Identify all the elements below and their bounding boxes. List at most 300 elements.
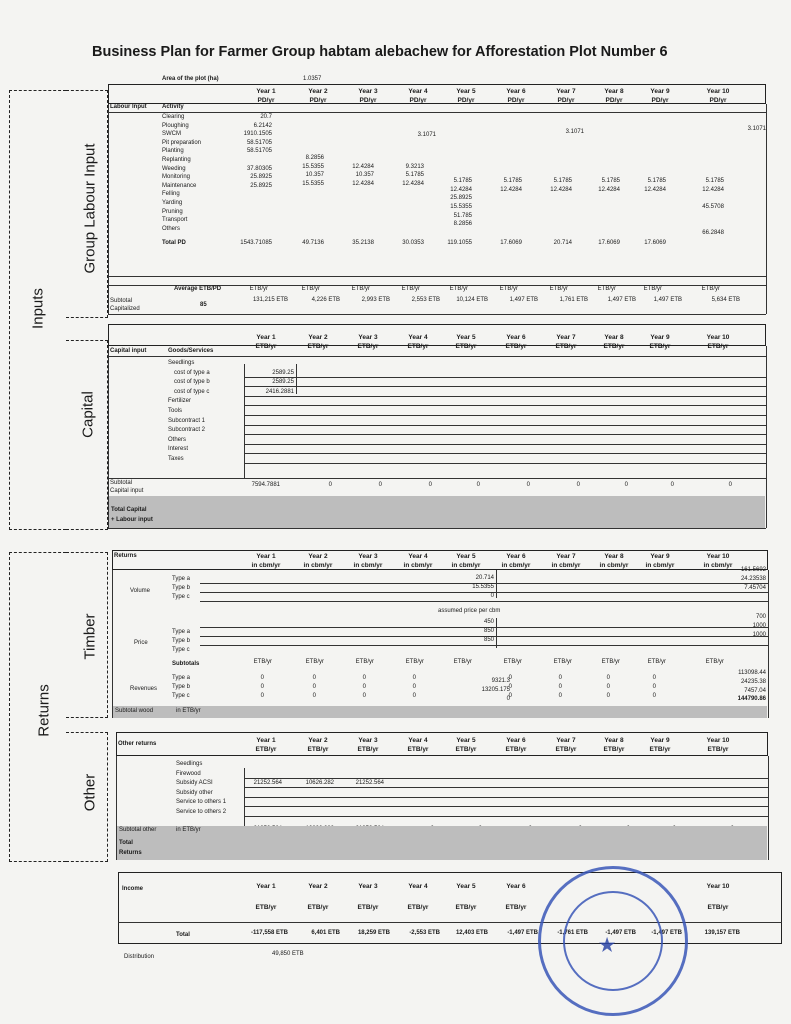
income-year-header: Year 2 [308, 883, 328, 890]
capital-row-rule [244, 425, 766, 426]
total-capital-label2: + Labour input [111, 517, 153, 523]
timber-unit-header: in cbm/yr [645, 562, 675, 569]
area-label: Area of the plot (ha) [162, 76, 219, 82]
labour-unit-header: PD/yr [557, 97, 575, 104]
other-label: Other [81, 773, 99, 812]
labour-subtotal-cell: 2,553 ETB [411, 297, 440, 303]
other-year-header: Year 2 [308, 737, 328, 744]
capital-subtotal-cell: 0 [328, 482, 332, 488]
capital-bracket [66, 340, 108, 530]
labour-unit-header: PD/yr [507, 97, 525, 104]
subsidy-cell: 21252.564 [253, 780, 282, 786]
price-type-label: Type c [172, 647, 190, 653]
activity-label: Replanting [162, 157, 191, 163]
timber-grid-rule [496, 618, 497, 648]
other-year-header: Year 6 [506, 737, 526, 744]
capital-unit-header: ETB/yr [649, 343, 671, 350]
capital-input-header: Capital input [110, 348, 147, 354]
capital-subtotal-cell: 0 [526, 482, 530, 488]
capital-subtotal-cell: 0 [378, 482, 382, 488]
page-title: Business Plan for Farmer Group habtam alebachew for Afforestation Plot Number 6 [92, 44, 668, 60]
distribution-label: Distribution [124, 954, 155, 960]
other-row-rule [244, 787, 768, 788]
activity-label: Pit preparation [162, 139, 202, 146]
activity-label: Felling [162, 191, 180, 198]
other-year-header: Year 10 [706, 737, 730, 744]
labour-input-header: Labour Input [110, 104, 147, 110]
revenue-zero-cell: 0 [606, 684, 610, 690]
income-total-cell: -1,761 ETB [557, 930, 588, 936]
labour-cell: 17.6069 [598, 240, 620, 247]
labour-cell: 5.1785 [553, 178, 572, 185]
activity-label: Maintenance [162, 182, 197, 189]
labour-cell: 12.4284 [402, 180, 424, 187]
activity-label: Ploughing [162, 122, 189, 129]
capital-grid-rule [296, 364, 297, 394]
revenue-zero-cell: 0 [558, 675, 562, 681]
labour-unit-header: PD/yr [359, 97, 377, 104]
capital-subtotal-cell: 0 [670, 482, 674, 488]
income-total-cell: 139,157 ETB [704, 930, 740, 936]
income-label: Income [122, 886, 144, 892]
labour-subtotal-cell: 4,226 ETB [311, 297, 340, 303]
timber-right-rule [768, 570, 769, 718]
labour-subtotal-cell: 131,215 ETB [252, 297, 288, 303]
revenue-zero-cell: 0 [558, 684, 562, 690]
timber-row-rule [200, 601, 768, 602]
timber-year-header: Year 8 [604, 553, 624, 560]
labour-etb-unit: ETB/yr [549, 286, 568, 292]
subtotal-other-unit: in ETB/yr [176, 827, 201, 833]
income-year-header: Year 6 [506, 883, 526, 890]
price-year5-cell: 450 [483, 619, 494, 625]
income-total-label: Total [176, 932, 190, 938]
capital-unit-header: ETB/yr [603, 343, 625, 350]
capital-item-label: cost of type c [174, 388, 210, 395]
seedling-cost-cell: 2416.2881 [265, 388, 294, 395]
subsidy-cell: 21252.564 [355, 780, 384, 786]
other-year-header: Year 4 [408, 737, 428, 744]
total-capital-label: Total Capital [111, 507, 147, 513]
labour-etb-unit: ETB/yr [499, 286, 518, 292]
labour-cell: 51.785 [453, 212, 472, 219]
other-year-header: Year 8 [604, 737, 624, 744]
labour-capitalized-label: Capitalized [110, 306, 140, 312]
income-unit-header: ETB/yr [707, 904, 729, 911]
labour-year-header: Year 9 [650, 88, 670, 95]
labour-cell: 20.714 [553, 240, 572, 247]
labour-cell: 15.5355 [450, 204, 472, 210]
labour-left-rule [108, 104, 109, 314]
capital-header-rule [108, 356, 766, 357]
labour-subtotal-cell: 1,497 ETB [607, 297, 636, 303]
labour-unit-header: PD/yr [651, 97, 669, 104]
other-item-label: Subsidy ACSI [176, 780, 213, 787]
other-right-rule [768, 756, 769, 860]
capital-unit-header: ETB/yr [707, 343, 729, 350]
other-unit-header: ETB/yr [307, 746, 329, 753]
revenue-type-label: Type a [172, 675, 191, 681]
income-unit-header: ETB/yr [255, 904, 277, 911]
labour-bottom-rule [108, 314, 766, 315]
labour-unit-header: PD/yr [457, 97, 475, 104]
timber-label: Timber [81, 613, 99, 660]
avg-value: 85 [200, 302, 207, 308]
timber-subtotal-band [113, 706, 767, 718]
other-year-header: Year 3 [358, 737, 378, 744]
revenue-zero-cell: 0 [362, 684, 366, 690]
capital-row-rule [244, 396, 766, 397]
seal-star-icon: ★ [599, 935, 616, 955]
other-item-label: Service to others 2 [176, 809, 227, 815]
labour-etb-unit: ETB/yr [597, 286, 616, 292]
revenues-label: Revenues [130, 686, 158, 692]
labour-unit-header: PD/yr [605, 97, 623, 104]
capital-subtotal-cell: 0 [576, 482, 580, 488]
activity-label: Total PD [162, 240, 186, 247]
other-row-rule [244, 797, 768, 798]
revenue-zero-cell: 0 [412, 675, 416, 681]
labour-cell: 5.1785 [405, 172, 424, 179]
timber-unit-header: in cbm/yr [303, 562, 333, 569]
labour-cell: 20.7 [260, 114, 272, 120]
labour-cell: 12.4284 [644, 186, 666, 193]
capital-input-label: Capital input [110, 488, 144, 494]
capital-unit-header: ETB/yr [255, 343, 277, 350]
other-item-label: Firewood [176, 770, 201, 777]
labour-cell: 58.51705 [246, 139, 272, 146]
price-type-label: Type b [172, 638, 191, 644]
revenue-type-label: Type b [172, 684, 191, 690]
income-total-cell: -1,497 ETB [605, 930, 636, 936]
activity-label: SWCM [162, 131, 181, 138]
price-type-label: Type a [172, 629, 191, 635]
subtotal-wood-label: Subtotal wood [115, 708, 154, 714]
inputs-label: Inputs [29, 288, 47, 329]
revenue-zero-cell: 0 [260, 675, 264, 681]
other-item-label: Service to others 1 [176, 799, 227, 806]
capital-item-label: Fertilizer [168, 398, 192, 405]
labour-cell: 10.357 [305, 172, 324, 179]
labour-subtotal-cell: 1,497 ETB [509, 297, 538, 303]
capital-row-rule [244, 434, 766, 435]
timber-year-header: Year 9 [650, 553, 670, 560]
capital-subtotal-label: Subtotal [110, 480, 133, 486]
labour-cell: 25.8925 [250, 182, 272, 189]
revenue-zero-cell: 0 [260, 684, 264, 690]
income-year-header: Year 4 [408, 883, 428, 890]
labour-cell: 5.1785 [647, 178, 666, 185]
capital-grid-rule [244, 364, 245, 478]
other-unit-header: ETB/yr [649, 746, 671, 753]
timber-etb-unit: ETB/yr [705, 659, 724, 665]
labour-etb-unit: ETB/yr [701, 286, 720, 292]
price-note: assumed price per cbm [438, 608, 501, 614]
labour-cell: 49.7136 [302, 240, 324, 247]
timber-left-rule [112, 570, 113, 718]
other-unit-header: ETB/yr [707, 746, 729, 753]
revenue-year10-cell: 24235.38 [740, 679, 766, 685]
activity-label: Clearing [162, 114, 185, 120]
timber-year-header: Year 4 [408, 553, 428, 560]
labour-etb-unit: ETB/yr [401, 286, 420, 292]
other-grid-rule [244, 768, 245, 826]
labour-year-header: Year 8 [604, 88, 624, 95]
labour-subtotal-cell: 2,993 ETB [361, 297, 390, 303]
labour-year-header: Year 1 [256, 88, 276, 95]
volume-label: Volume [130, 588, 151, 594]
revenue-year10-cell: 113098.44 [738, 670, 766, 676]
labour-etb-unit: ETB/yr [449, 286, 468, 292]
subtotal-other-label: Subtotal other [119, 827, 157, 833]
other-unit-header: ETB/yr [455, 746, 477, 753]
capital-subtotal-cell: 7594.7881 [251, 482, 280, 488]
seedling-cost-cell: 2589.25 [272, 379, 294, 386]
labour-cell: 8.2856 [453, 221, 472, 228]
labour-cell: 9.3213 [405, 163, 424, 170]
labour-subtotal-cell: 1,497 ETB [653, 297, 682, 303]
other-unit-header: ETB/yr [255, 746, 277, 753]
revenue-zero-cell: 0 [260, 693, 264, 699]
area-value: 1.0357 [303, 76, 322, 82]
capital-bottom-rule [108, 528, 766, 529]
timber-year-header: Year 6 [506, 553, 526, 560]
timber-etb-unit: ETB/yr [253, 659, 272, 665]
capital-subtotal-rule [108, 478, 766, 479]
labour-cell: 5.1785 [601, 178, 620, 185]
revenue-zero-cell: 0 [508, 693, 512, 699]
labour-subtotal-cell: 1,761 ETB [559, 297, 588, 303]
labour-cell: 12.4284 [450, 186, 472, 193]
capital-total-band [109, 496, 765, 528]
revenue-zero-cell: 0 [652, 684, 656, 690]
timber-etb-unit: ETB/yr [453, 659, 472, 665]
capital-row-rule [244, 415, 766, 416]
timber-unit-header: in cbm/yr [403, 562, 433, 569]
timber-returns-header: Returns [114, 553, 137, 559]
swcm-cell: 3.1071 [417, 132, 436, 138]
labour-cell: 5.1785 [453, 178, 472, 185]
subtotals-label: Subtotals [172, 661, 200, 667]
capital-label: Capital [79, 391, 97, 438]
capital-item-label: Taxes [168, 456, 184, 462]
capital-row-rule [244, 405, 766, 406]
capital-year-header: Year 4 [408, 334, 428, 341]
revenue-zero-cell: 0 [312, 693, 316, 699]
activity-label: Monitoring [162, 174, 191, 181]
capital-year-header: Year 5 [456, 334, 476, 341]
labour-cell: 37.80305 [246, 165, 272, 172]
timber-unit-header: in cbm/yr [353, 562, 383, 569]
timber-etb-unit: ETB/yr [355, 659, 374, 665]
capital-item-label: cost of type a [174, 369, 210, 376]
labour-cell: 15.5355 [302, 180, 324, 187]
capital-subtotal-cell: 0 [728, 482, 732, 488]
labour-cell: 1910.1505 [243, 131, 272, 138]
activity-label: Yarding [162, 200, 183, 206]
capital-year-header: Year 9 [650, 334, 670, 341]
group-labour-label: Group Labour Input [81, 143, 99, 274]
timber-etb-unit: ETB/yr [647, 659, 666, 665]
labour-cell: 10.357 [355, 172, 374, 179]
revenue-zero-cell: 0 [652, 675, 656, 681]
other-unit-header: ETB/yr [555, 746, 577, 753]
revenue-year5-cell: 9321.3 [491, 678, 510, 684]
capital-row-rule [244, 377, 766, 378]
labour-cell: 17.6069 [644, 240, 666, 247]
revenue-zero-cell: 0 [606, 693, 610, 699]
price-year5-cell: 850 [483, 628, 494, 634]
capital-unit-header: ETB/yr [455, 343, 477, 350]
revenue-year10-cell: 7457.04 [744, 688, 766, 694]
activity-label: Planting [162, 148, 184, 155]
income-unit-header: ETB/yr [307, 904, 329, 911]
activity-header: Activity [162, 104, 184, 110]
revenue-zero-cell: 0 [362, 675, 366, 681]
labour-total-rule [108, 276, 766, 277]
income-total-cell: 12,403 ETB [455, 930, 488, 936]
labour-cell: 12.4284 [500, 186, 522, 193]
price-year5-cell: 850 [483, 637, 494, 643]
other-row-rule [244, 778, 768, 779]
revenue-zero-cell: 0 [508, 675, 512, 681]
labour-cell: 119.1055 [447, 240, 472, 247]
other-year-header: Year 1 [256, 737, 276, 744]
labour-unit-header: PD/yr [709, 97, 727, 104]
capital-year-header: Year 8 [604, 334, 624, 341]
capital-unit-header: ETB/yr [357, 343, 379, 350]
capital-item-label: Interest [168, 446, 189, 453]
activity-label: Transport [162, 217, 188, 224]
income-unit-header: ETB/yr [357, 904, 379, 911]
avg-label: Average ETB/PD [174, 286, 222, 292]
other-year-header: Year 9 [650, 737, 670, 744]
timber-year-header: Year 10 [706, 553, 730, 560]
capital-subtotal-cell: 0 [624, 482, 628, 488]
subsidy-cell: 10626.282 [305, 780, 334, 786]
timber-year-header: Year 1 [256, 553, 276, 560]
capital-row-rule [244, 386, 766, 387]
seedling-cost-cell: 2589.25 [272, 369, 294, 376]
revenue-zero-cell: 0 [558, 693, 562, 699]
volume-type-label: Type b [172, 585, 191, 591]
official-seal-stamp [538, 866, 688, 1016]
volume-type-label: Type a [172, 576, 191, 582]
labour-year-header: Year 10 [706, 88, 730, 95]
capital-year-header: Year 6 [506, 334, 526, 341]
labour-year-header: Year 4 [408, 88, 428, 95]
other-row-rule [244, 816, 768, 817]
capital-unit-header: ETB/yr [407, 343, 429, 350]
timber-year-header: Year 2 [308, 553, 328, 560]
revenue-zero-cell: 0 [312, 675, 316, 681]
labour-year-header: Year 3 [358, 88, 378, 95]
labour-cell: 12.4284 [702, 186, 724, 193]
timber-etb-unit: ETB/yr [601, 659, 620, 665]
income-year-header: Year 10 [706, 883, 730, 890]
revenue-zero-cell: 0 [412, 693, 416, 699]
income-year-header: Year 3 [358, 883, 378, 890]
volume-year5-cell: 20.714 [475, 575, 494, 581]
labour-subtotal-cell: 10,124 ETB [456, 297, 488, 303]
timber-year-header: Year 7 [556, 553, 576, 560]
returns-label: Returns [35, 684, 53, 737]
labour-cell: 17.6069 [500, 240, 522, 247]
revenue-zero-cell: 0 [508, 684, 512, 690]
revenue-type-label: Type c [172, 693, 190, 699]
capital-unit-header: ETB/yr [555, 343, 577, 350]
labour-cell: 12.4284 [352, 163, 374, 170]
timber-unit-header: in cbm/yr [451, 562, 481, 569]
labour-etb-unit: ETB/yr [249, 286, 268, 292]
price-year10-cell: 1000 [752, 623, 766, 629]
timber-unit-header: in cbm/yr [551, 562, 581, 569]
labour-cell: 25.8925 [250, 174, 272, 181]
capital-year-header: Year 1 [256, 334, 276, 341]
income-year-header: Year 5 [456, 883, 476, 890]
income-unit-header: ETB/yr [455, 904, 477, 911]
capital-row-rule [244, 444, 766, 445]
swcm-cell: 3.1071 [747, 126, 766, 132]
labour-year-header: Year 2 [308, 88, 328, 95]
income-total-cell: -1,497 ETB [651, 930, 682, 936]
other-unit-header: ETB/yr [357, 746, 379, 753]
labour-cell: 8.2856 [305, 155, 324, 161]
labour-header-rule [108, 112, 766, 113]
labour-etb-unit: ETB/yr [643, 286, 662, 292]
volume-year10-cell: 7.45704 [744, 585, 766, 591]
labour-year-header: Year 7 [556, 88, 576, 95]
total-returns-label: Total [119, 840, 133, 846]
capital-item-label: Subcontract 2 [168, 427, 206, 434]
income-total-cell: 6,401 ETB [311, 930, 340, 936]
price-label: Price [134, 640, 148, 646]
subtotal-wood-year10: 144790.86 [737, 696, 766, 702]
labour-right-rule [766, 104, 767, 314]
capital-year-header: Year 7 [556, 334, 576, 341]
revenue-zero-cell: 0 [362, 693, 366, 699]
revenue-zero-cell: 0 [312, 684, 316, 690]
labour-subtotal-label: Subtotal [110, 298, 133, 304]
volume-year10-cell: 24.23538 [740, 576, 766, 582]
goods-header: Goods/Services [168, 348, 214, 354]
capital-year-header: Year 3 [358, 334, 378, 341]
other-subtotal-band [117, 826, 767, 836]
capital-year-header: Year 10 [706, 334, 730, 341]
timber-etb-unit: ETB/yr [503, 659, 522, 665]
other-returns-header: Other returns [118, 741, 157, 747]
timber-unit-header: in cbm/yr [703, 562, 733, 569]
timber-etb-unit: ETB/yr [305, 659, 324, 665]
labour-year-header: Year 5 [456, 88, 476, 95]
labour-cell: 12.4284 [550, 186, 572, 193]
price-year10-cell: 1000 [752, 632, 766, 638]
volume-year10-cell: 161.5692 [740, 567, 766, 573]
labour-cell: 45.5708 [702, 204, 724, 210]
volume-type-label: Type c [172, 594, 190, 600]
capital-item-label: Tools [168, 408, 183, 414]
income-unit-header: ETB/yr [407, 904, 429, 911]
other-year-header: Year 5 [456, 737, 476, 744]
income-total-cell: 18,259 ETB [357, 930, 390, 936]
labour-cell: 12.4284 [352, 180, 374, 187]
capital-unit-header: ETB/yr [307, 343, 329, 350]
other-bracket [66, 732, 108, 862]
labour-cell: 15.5355 [302, 163, 324, 170]
income-total-cell: -117,558 ETB [250, 930, 288, 936]
labour-cell: 12.4284 [598, 186, 620, 193]
capital-item-label: Subcontract 1 [168, 417, 206, 424]
